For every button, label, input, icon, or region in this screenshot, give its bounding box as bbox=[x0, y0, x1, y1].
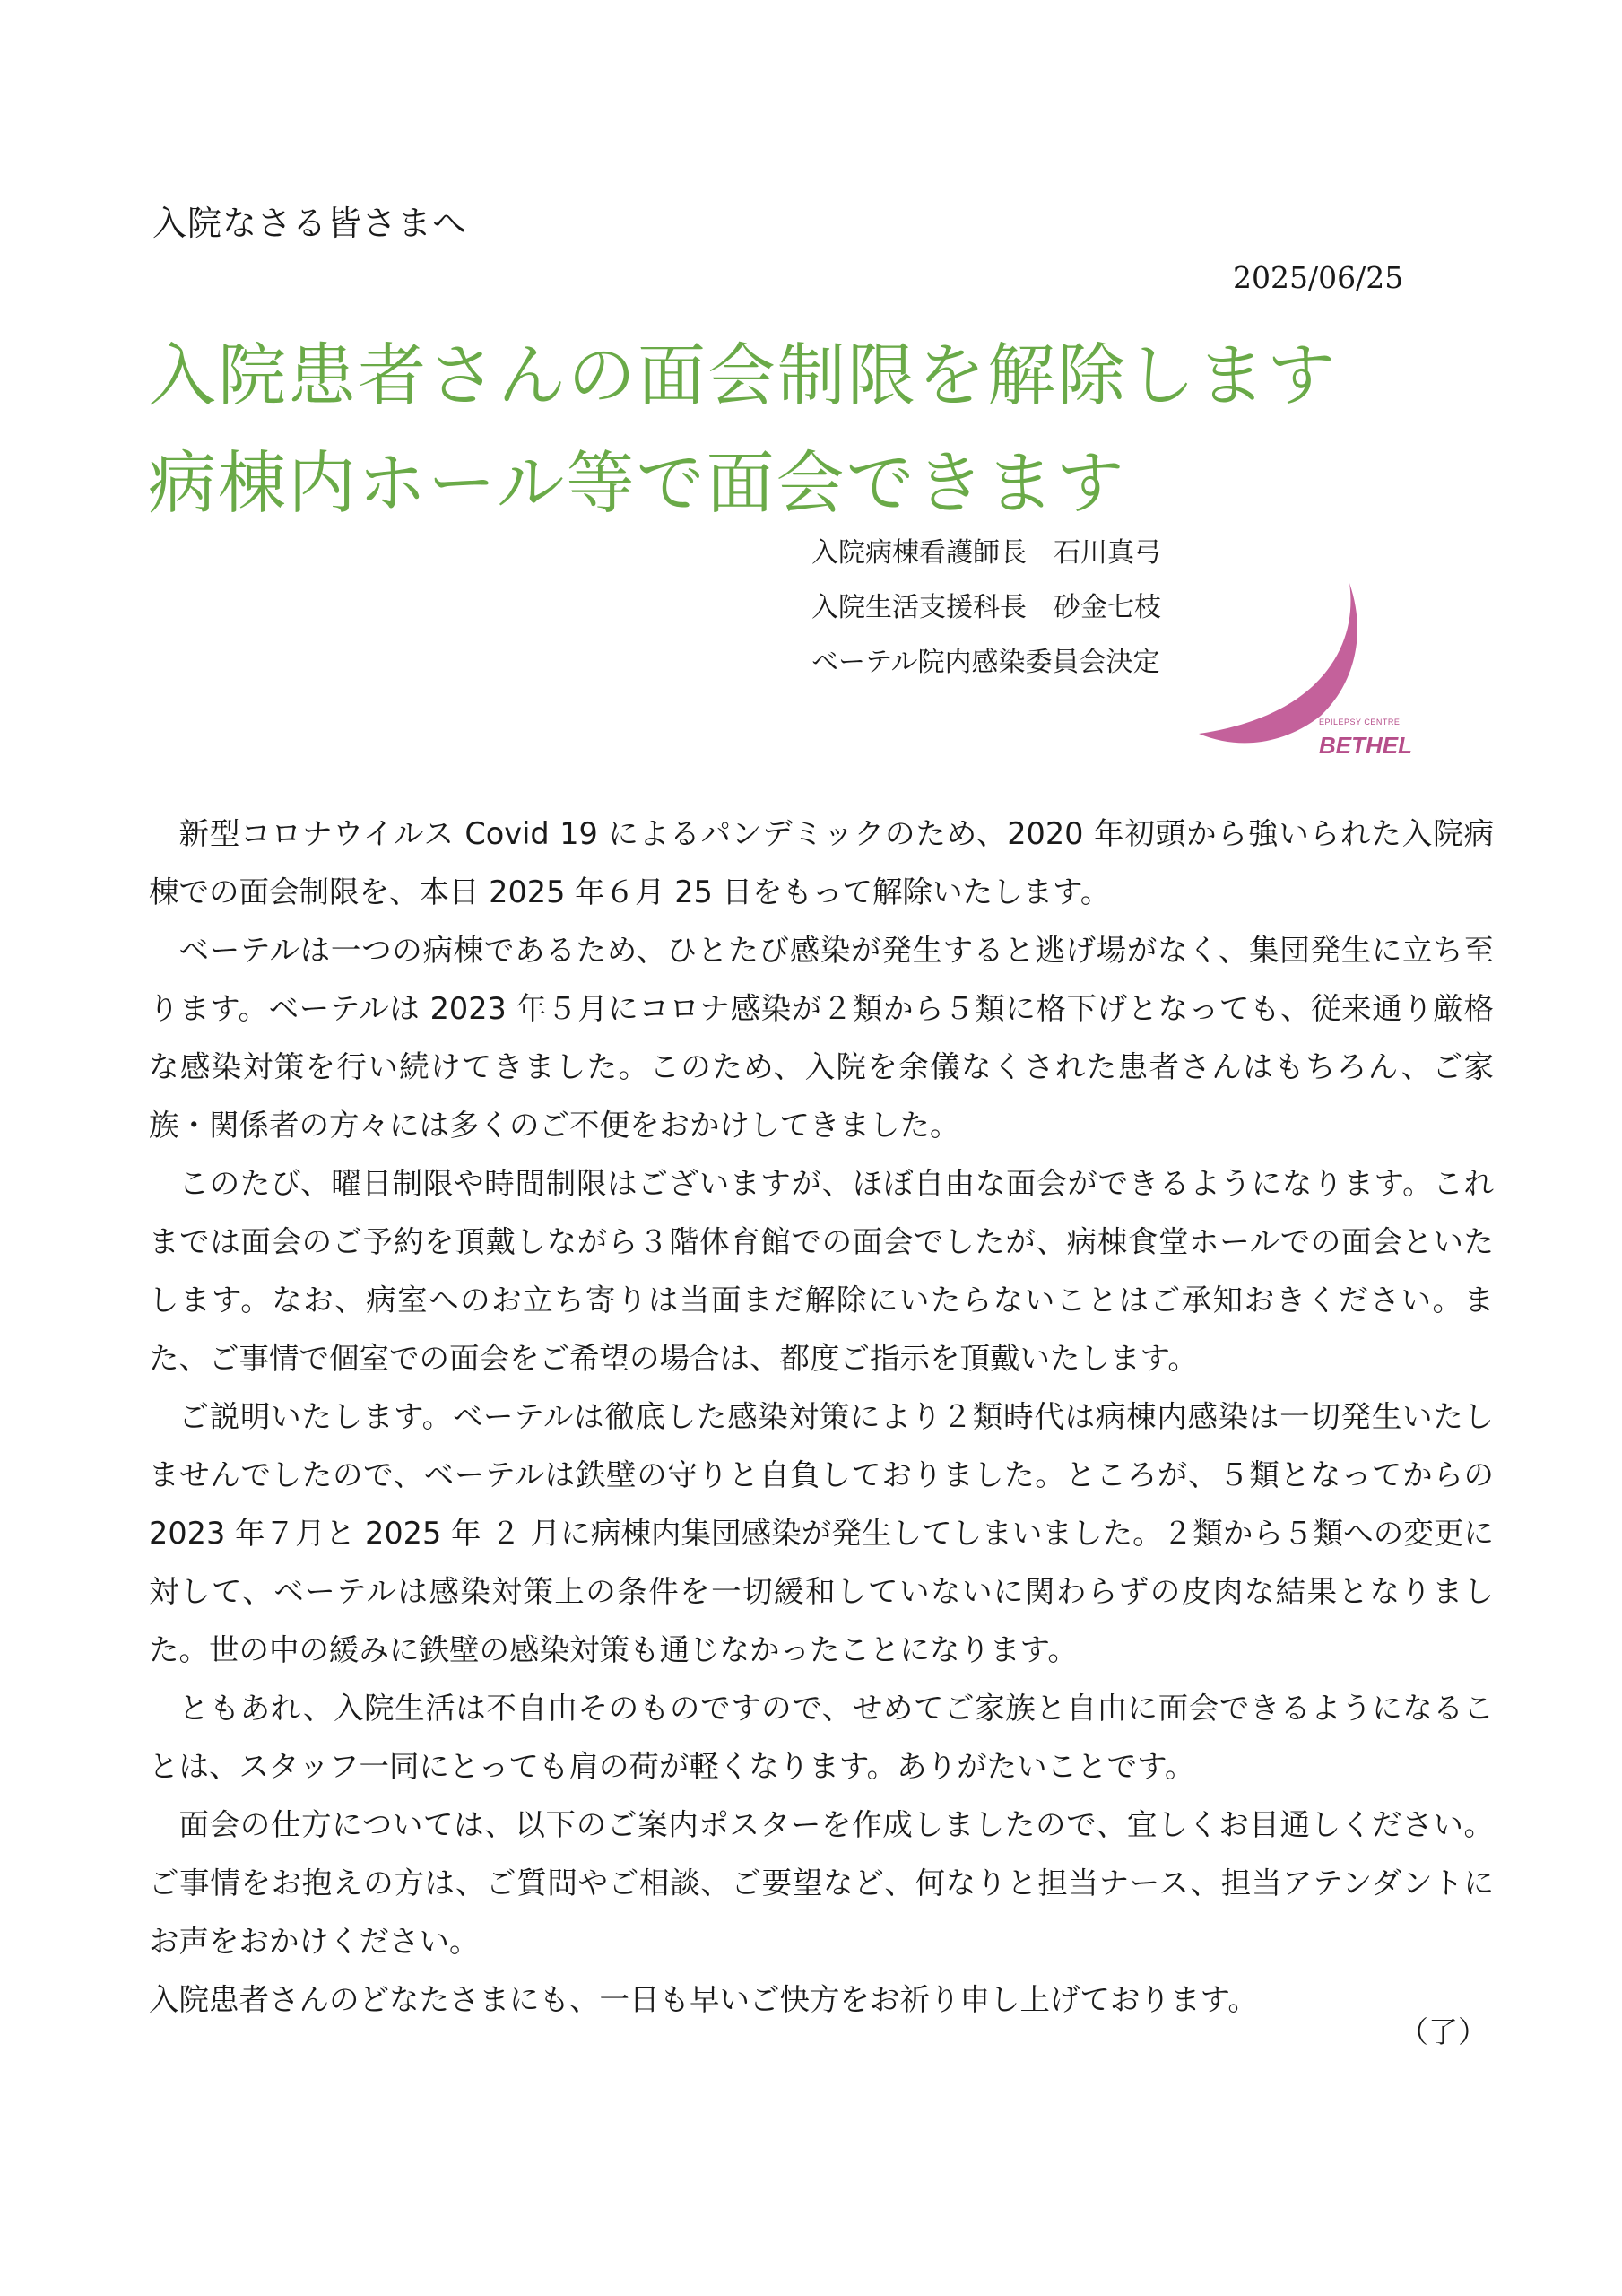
paragraph-2: ベーテルは一つの病棟であるため、ひとたび感染が発生すると逃げ場がなく、集団発生に立ち至ります。ベーテルは 2023 年５月にコロナ感染が２類から５類に格下げとなっても、従来通り厳格な感染対策を行い続けてきました。このため、入院を余儀なくされた患者さんはもちろん、ご家族・関係者の方々には多くのご不便をおかけしてきました。 bbox=[149, 933, 1494, 1143]
headline-line-2: 病棟内ホール等で面会できます bbox=[148, 443, 1126, 523]
signer-support-head: 入院生活支援科長 砂金七枝 bbox=[811, 592, 1161, 623]
bethel-logo bbox=[1188, 581, 1412, 770]
paragraph-1: 新型コロナウイルス Covid 19 によるパンデミックのため、2020 年初頭から強いられた入院病棟での面会制限を、本日 2025 年６月 25 日をもって解除いたします。 bbox=[149, 816, 1494, 909]
paragraph-5: ともあれ、入院生活は不自由そのものですので、せめてご家族と自由に面会できるようになることは、スタッフ一同にとっても肩の荷が軽くなります。ありがたいことです。 bbox=[149, 1691, 1494, 1784]
logo-name: BETHEL bbox=[1319, 732, 1412, 759]
logo-subtitle: EPILEPSY CENTRE bbox=[1319, 718, 1401, 726]
document-date: 2025/06/25 bbox=[1233, 260, 1404, 295]
closing-mark: （了） bbox=[1399, 2014, 1488, 2049]
signer-list bbox=[811, 535, 1161, 700]
signer-committee: ベーテル院内感染委員会決定 bbox=[811, 647, 1160, 678]
paragraph-6: 面会の仕方については、以下のご案内ポスターを作成しましたので、宜しくお目通しください。ご事情をお抱えの方は、ご質問やご相談、ご要望など、何なりと担当ナース、担当アテンダントにお声をおかけください。 bbox=[149, 1807, 1494, 1959]
salutation: 入院なさる皆さまへ bbox=[152, 204, 468, 243]
signer-nursing-head: 入院病棟看護師長 石川真弓 bbox=[811, 537, 1161, 569]
paragraph-3: このたび、曜日制限や時間制限はございますが、ほぼ自由な面会ができるようになります。これまでは面会のご予約を頂戴しながら３階体育館での面会でしたが、病棟食堂ホールでの面会といたします。なお、病室へのお立ち寄りは当面まだ解除にいたらないことはご承知おきください。また、ご事情で個室での面会をご希望の場合は、都度ご指示を頂戴いたします。 bbox=[149, 1166, 1494, 1376]
paragraph-7: 入院患者さんのどなたさまにも、一日も早いご快方をお祈り申し上げております。 bbox=[149, 1982, 1258, 2017]
letter-body bbox=[149, 804, 1494, 2029]
paragraph-4: ご説明いたします。ベーテルは徹底した感染対策により２類時代は病棟内感染は一切発生いたしませんでしたので、ベーテルは鉄壁の守りと自負しておりました。ところが、５類となってからの 2023 年７月と 2025 年 ２ 月に病棟内集団感染が発生してしまいました。２類から５類への変更に対して、ベーテルは感染対策上の条件を一切緩和していないに関わらずの皮肉な結果となりました。世の中の緩みに鉄壁の感染対策も通じなかったことになります。 bbox=[149, 1399, 1494, 1667]
headline-line-1: 入院患者さんの面会制限を解除します bbox=[148, 335, 1337, 415]
